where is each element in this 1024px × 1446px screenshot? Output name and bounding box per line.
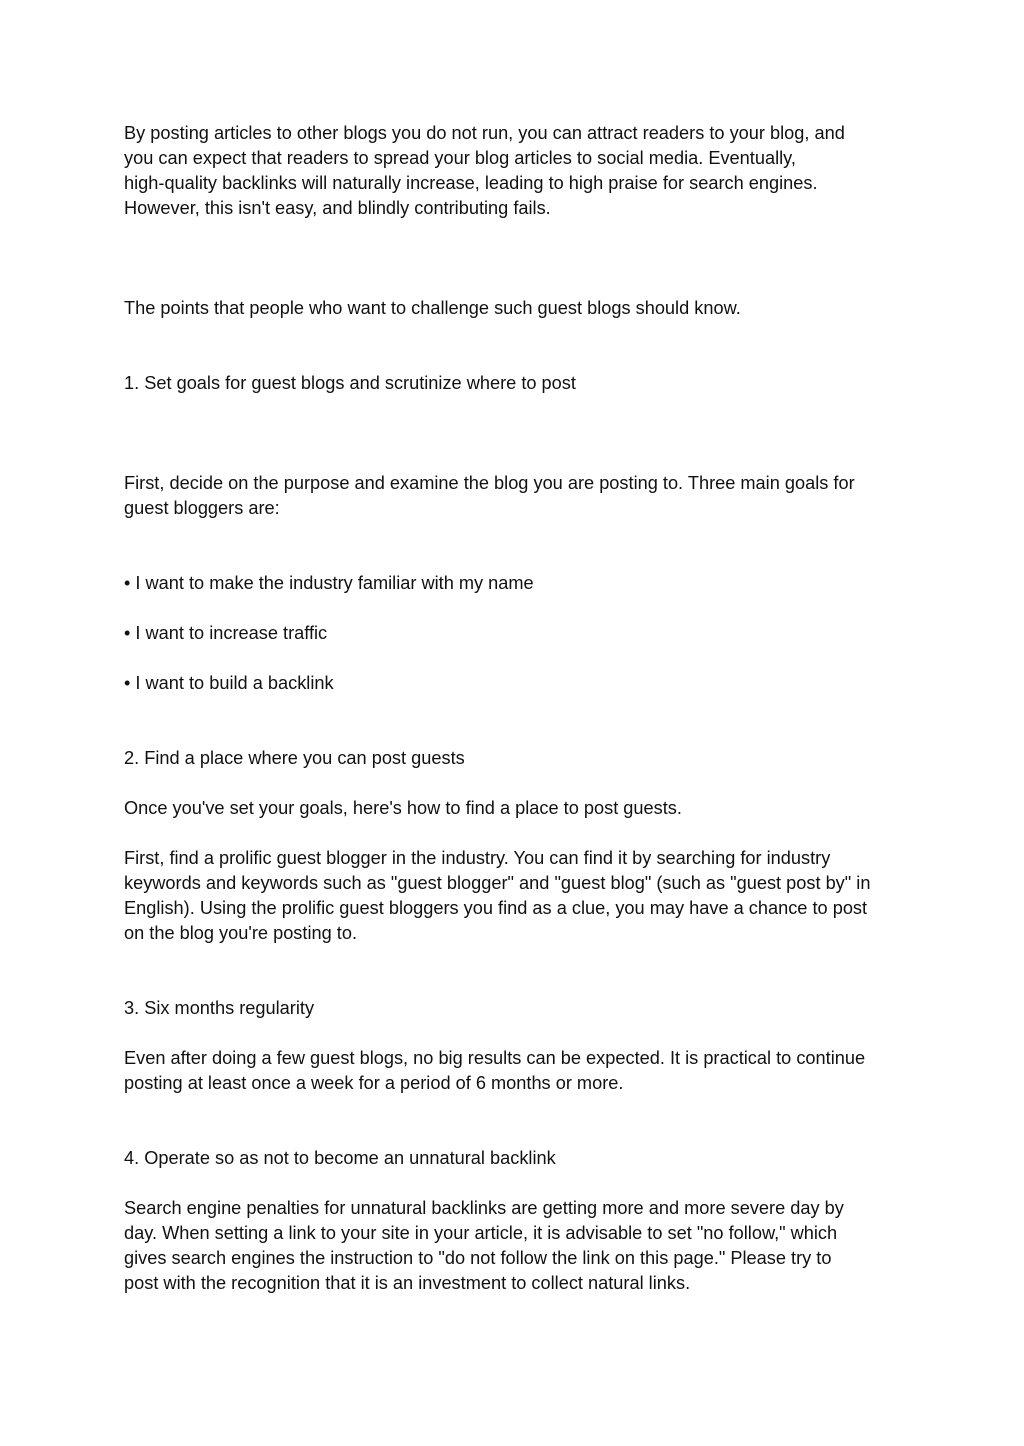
spacer [124,946,914,996]
spacer [124,1096,914,1146]
section-4-heading: 4. Operate so as not to become an unnatural backlink [124,1148,556,1168]
spacer [124,646,914,671]
spacer [124,521,914,571]
spacer [124,696,914,746]
spacer [124,321,914,371]
spacer [124,1171,914,1196]
points-intro: The points that people who want to challenge such guest blogs should know. [124,298,741,318]
bullet-item: • I want to increase traffic [124,623,328,643]
bullet-item: • I want to build a backlink [124,673,334,693]
spacer [124,1021,914,1046]
section-2-paragraph-2: First, find a prolific guest blogger in the industry. You can find it by searching for industry keywords and keywords such as "guest blogger" and "guest blog" (such as "guest post by" in English). Using the prolific guest bloggers you find as a clue, you may have a chance to post on the blog you're posting to. [124,848,871,943]
bullet-item: • I want to make the industry familiar with my name [124,573,534,593]
section-3-body: Even after doing a few guest blogs, no big results can be expected. It is practical to continue posting at least once a week for a period of 6 months or more. [124,1048,866,1093]
section-3-heading: 3. Six months regularity [124,998,315,1018]
spacer [124,821,914,846]
section-1-body: First, decide on the purpose and examine the blog you are posting to. Three main goals for guest bloggers are: [124,473,855,518]
spacer [124,221,914,296]
spacer [124,596,914,621]
intro-paragraph: By posting articles to other blogs you do not run, you can attract readers to your blog, and you can expect that readers to spread your blog articles to social media. Eventually, high-quality backlinks will naturally increase, leading to high praise for search engines. However, this isn't easy, and blindly contributing fails. [124,123,845,218]
spacer [124,396,914,471]
section-1-heading: 1. Set goals for guest blogs and scrutinize where to post [124,373,576,393]
section-2-paragraph-1: Once you've set your goals, here's how to find a place to post guests. [124,798,682,818]
section-4-body: Search engine penalties for unnatural backlinks are getting more and more severe day by day. When setting a link to your site in your article, it is advisable to set "no follow," which gives search engines the instruction to "do not follow the link on this page." Please try to post with the recognition that it is an investment to collect natural links. [124,1198,844,1293]
spacer [124,771,914,796]
document-page [124,121,914,1296]
section-2-heading: 2. Find a place where you can post guests [124,748,465,768]
